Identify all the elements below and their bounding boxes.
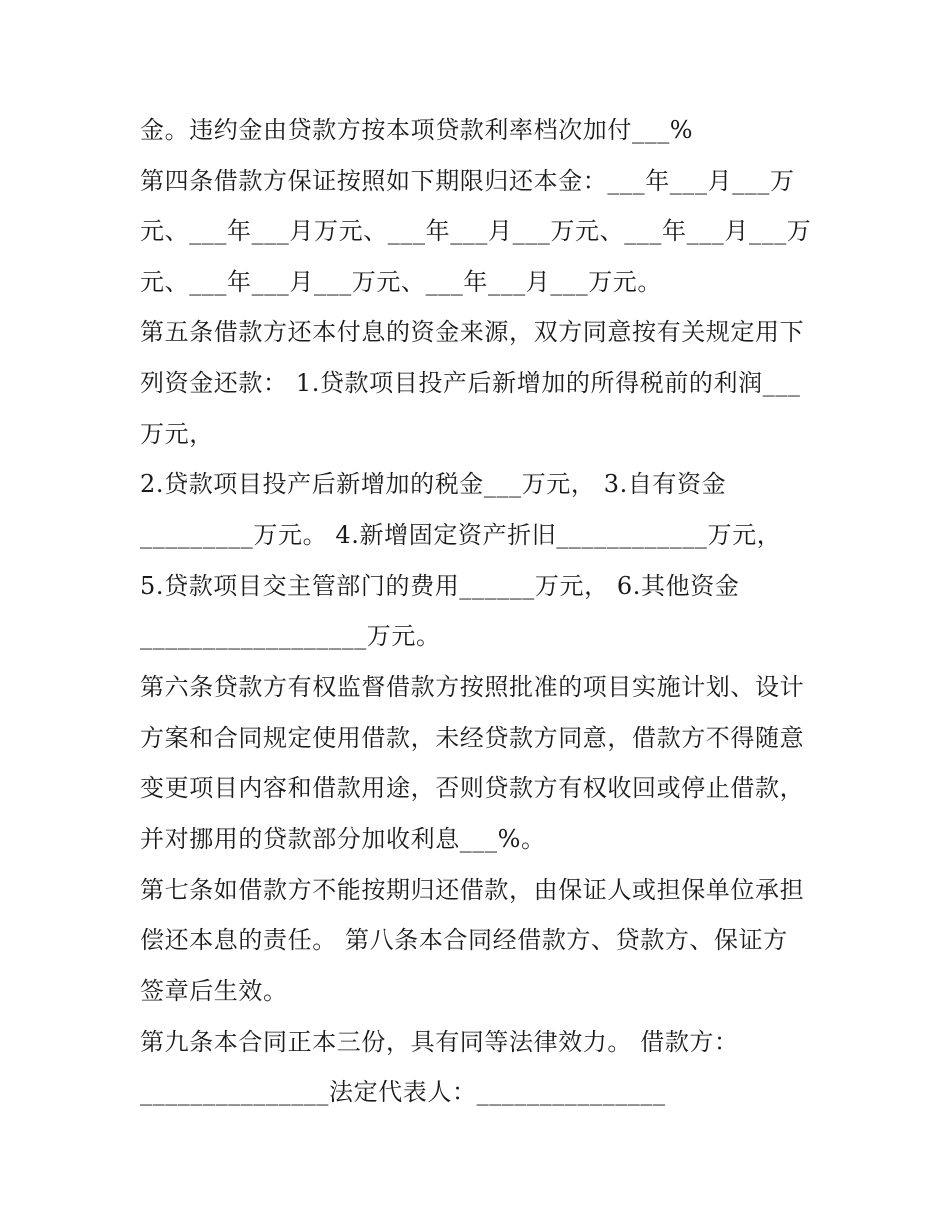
text-line: _______________法定代表人：_______________ xyxy=(140,1078,666,1106)
text-line: 第四条借款方保证按照如下期限归还本金：___年___月___万 xyxy=(140,167,795,195)
text-line: 5.贷款项目交主管部门的费用______万元， 6.其他资金 xyxy=(140,572,740,600)
text-line: 并对挪用的贷款部分加收利息___%。 xyxy=(140,825,546,853)
text-line: 元、___年___月万元、___年___月___万元、___年___月___万 xyxy=(140,217,812,245)
text-line: 变更项目内容和借款用途，否则贷款方有权收回或停止借款， xyxy=(140,774,805,802)
text-line: 2.贷款项目投产后新增加的税金___万元， 3.自有资金 xyxy=(140,470,727,498)
text-line: __________________万元。 xyxy=(140,622,441,650)
text-line: _________万元。 4.新增固定资产折旧____________万元， xyxy=(140,521,782,549)
text-line: 金。违约金由贷款方按本项贷款利率档次加付___% xyxy=(140,116,694,144)
text-line: 方案和合同规定使用借款，未经贷款方同意，借款方不得随意 xyxy=(140,724,805,752)
text-line: 第九条本合同正本三份，具有同等法律效力。 借款方： xyxy=(140,1028,739,1056)
text-line: 偿还本息的责任。 第八条本合同经借款方、贷款方、保证方 xyxy=(140,926,788,954)
text-line: 第六条贷款方有权监督借款方按照批准的项目实施计划、设计 xyxy=(140,673,805,701)
text-line: 第五条借款方还本付息的资金来源，双方同意按有关规定用下 xyxy=(140,318,805,346)
text-line: 签章后生效。 xyxy=(140,977,288,1005)
text-line: 列资金还款： 1.贷款项目投产后新增加的所得税前的利润___ xyxy=(140,369,801,397)
text-line: 第七条如借款方不能按期归还借款，由保证人或担保单位承担 xyxy=(140,876,805,904)
text-line: 万元， xyxy=(140,420,214,448)
text-line: 元、___年___月___万元、___年___月___万元。 xyxy=(140,268,662,296)
